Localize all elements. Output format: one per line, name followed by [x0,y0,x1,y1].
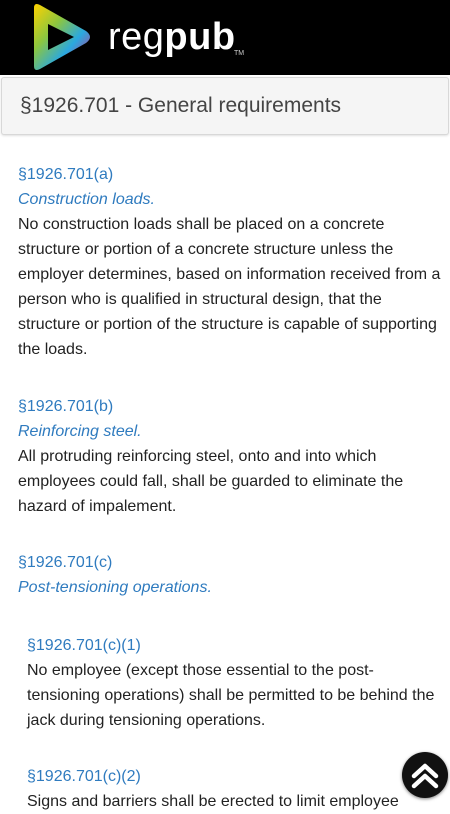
page-title-bar [1,77,449,135]
app-header [0,0,450,75]
section-heading-a: Construction loads. [18,191,155,208]
section-link-b[interactable]: §1926.701(b) [18,398,114,415]
scroll-to-top-button[interactable] [402,752,448,798]
section-body-a: No construction loads shall be placed on a concrete structure or portion of a concrete structure unless the employer determines, based on information received from a person who is qualified in structural design, that the structure or portion of the structure is capable of supporting the loads. [18,216,441,358]
section-link-c-2[interactable]: §1926.701(c)(2) [27,768,141,785]
section-c [18,550,446,600]
regulation-content [0,162,450,814]
section-heading-b: Reinforcing steel. [18,423,142,440]
trademark-mark: TM [234,50,245,57]
section-link-c-1[interactable]: §1926.701(c)(1) [27,637,141,654]
section-link-c[interactable]: §1926.701(c) [18,554,113,571]
regpub-logo-text: regpub [108,16,236,58]
section-c-2 [27,764,446,814]
section-body-c-1: No employee (except those essential to the post-tensioning operations) shall be permitted to be behind the jack during tensioning operations. [27,662,435,729]
page-title: §1926.701 - General requirements [20,94,342,117]
section-body-c-2: Signs and barriers shall be erected to limit employee [27,793,399,810]
regpub-logo-icon [26,2,96,72]
section-link-a[interactable]: §1926.701(a) [18,166,114,183]
double-chevron-up-icon [408,758,442,792]
section-body-b: All protruding reinforcing steel, onto and into which employees could fall, shall be guarded to eliminate the hazard of impalement. [18,448,404,515]
section-b [18,394,446,519]
section-a [18,162,446,362]
section-heading-c: Post-tensioning operations. [18,579,212,596]
section-c-1 [27,633,446,733]
